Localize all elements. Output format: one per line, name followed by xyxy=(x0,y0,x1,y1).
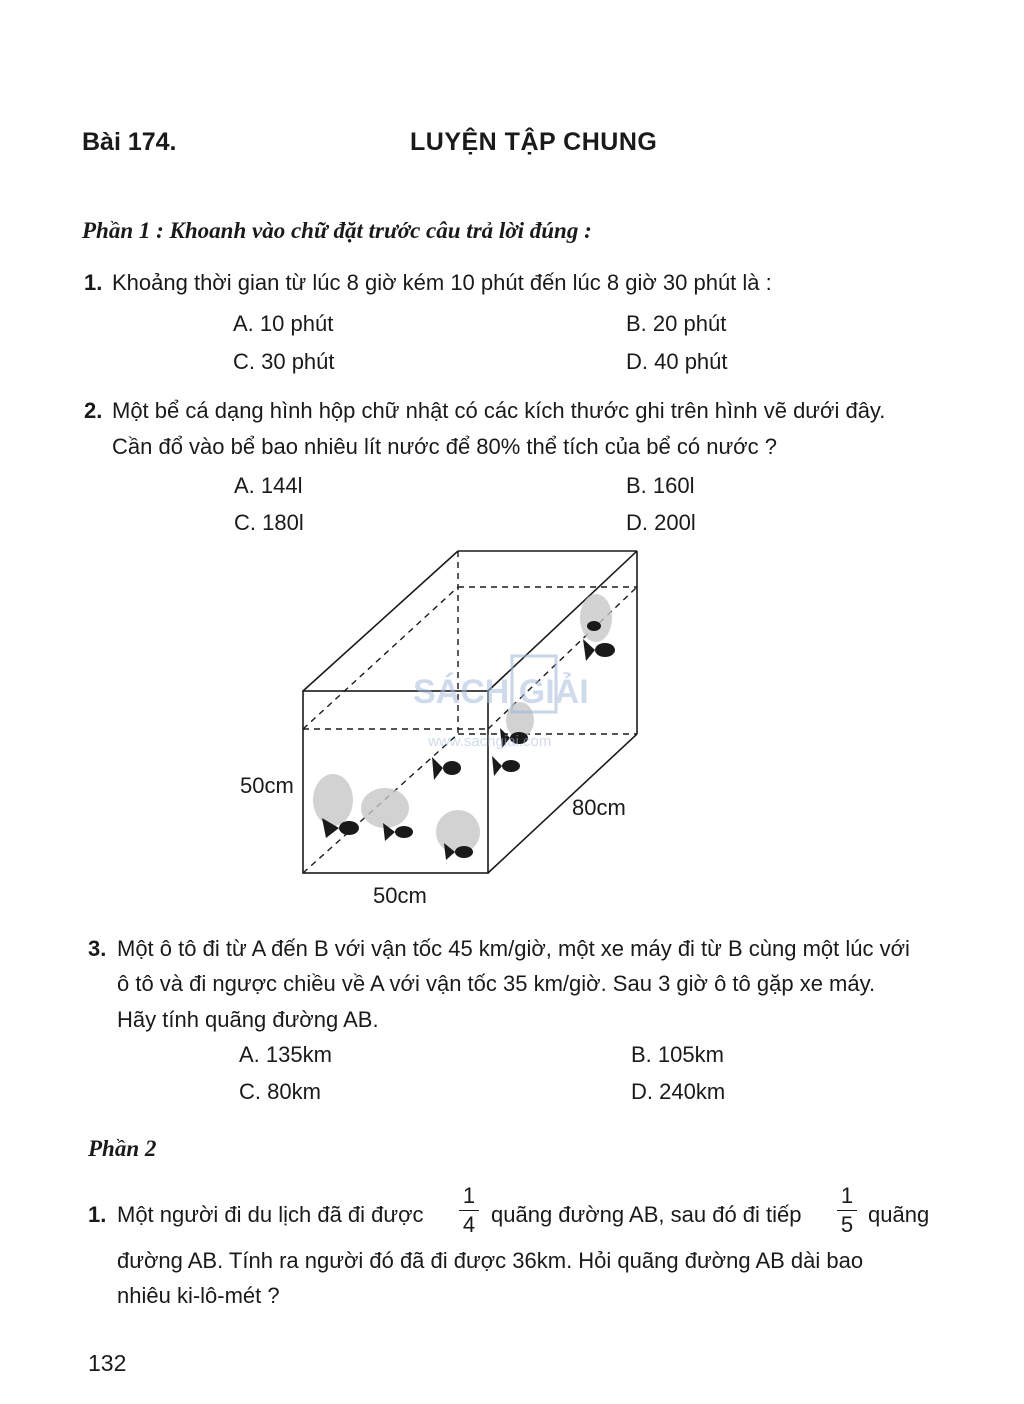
q2-line1: Một bể cá dạng hình hộp chữ nhật có các kích thước ghi trên hình vẽ dưới đây. xyxy=(112,398,886,423)
p2-q1-seg3: quãng xyxy=(868,1202,930,1227)
fraction-one-fifth xyxy=(837,1184,857,1237)
q1-option-b[interactable]: B. 20 phút xyxy=(626,311,727,336)
fraction-denominator: 4 xyxy=(462,1212,476,1237)
q3-option-c[interactable]: C. 80km xyxy=(239,1079,321,1104)
q2-option-b[interactable]: B. 160l xyxy=(626,473,695,498)
page-number: 132 xyxy=(88,1350,127,1376)
q1-text: Khoảng thời gian từ lúc 8 giờ kém 10 phút đến lúc 8 giờ 30 phút là : xyxy=(112,270,772,295)
label-width: 50cm xyxy=(373,883,427,908)
p2-q1-line2: đường AB. Tính ra người đó đã đi được 36km. Hỏi quãng đường AB dài bao xyxy=(117,1248,864,1273)
q2-option-c[interactable]: C. 180l xyxy=(234,510,304,535)
q3-option-a[interactable]: A. 135km xyxy=(239,1042,332,1067)
q2-number: 2. xyxy=(84,398,103,423)
fraction-bar xyxy=(837,1210,857,1211)
part1-heading: Phần 1 : Khoanh vào chữ đặt trước câu trả lời đúng : xyxy=(82,218,592,243)
watermark-brand: SÁCH GIẢI xyxy=(413,673,589,711)
q3-number: 3. xyxy=(88,936,107,961)
q3-option-d[interactable]: D. 240km xyxy=(631,1079,726,1104)
fraction-numerator: 1 xyxy=(840,1183,854,1208)
label-length: 80cm xyxy=(572,795,626,820)
q1-option-a[interactable]: A. 10 phút xyxy=(233,311,334,336)
p2-q1-number: 1. xyxy=(88,1202,107,1227)
watermark-url: www.sachgiai.com xyxy=(428,733,552,750)
p2-q1-seg2: quãng đường AB, sau đó đi tiếp xyxy=(491,1202,802,1227)
q1-option-d[interactable]: D. 40 phút xyxy=(626,349,728,374)
q3-line3: Hãy tính quãng đường AB. xyxy=(117,1007,379,1032)
q3-line2: ô tô và đi ngược chiều về A với vận tốc 35 km/giờ. Sau 3 giờ ô tô gặp xe máy. xyxy=(117,971,876,996)
fraction-denominator: 5 xyxy=(840,1212,854,1237)
page-title: LUYỆN TẬP CHUNG xyxy=(410,128,658,156)
q2-option-a[interactable]: A. 144l xyxy=(234,473,303,498)
p2-q1-line3: nhiêu ki-lô-mét ? xyxy=(117,1283,280,1308)
q1-number: 1. xyxy=(84,270,103,295)
part2-heading: Phần 2 xyxy=(88,1136,157,1161)
q2-line2: Cần đổ vào bể bao nhiêu lít nước để 80% thể tích của bể có nước ? xyxy=(112,434,777,459)
fraction-bar xyxy=(459,1210,479,1211)
label-height: 50cm xyxy=(240,773,294,798)
q3-option-b[interactable]: B. 105km xyxy=(631,1042,724,1067)
fraction-numerator: 1 xyxy=(462,1183,476,1208)
q1-option-c[interactable]: C. 30 phút xyxy=(233,349,335,374)
p2-q1-seg1: Một người đi du lịch đã đi được xyxy=(117,1202,424,1227)
lesson-number: Bài 174. xyxy=(82,128,177,156)
q2-option-d[interactable]: D. 200l xyxy=(626,510,696,535)
fraction-one-quarter xyxy=(459,1184,479,1237)
q3-line1: Một ô tô đi từ A đến B với vận tốc 45 km/giờ, một xe máy đi từ B cùng một lúc với xyxy=(117,936,910,961)
